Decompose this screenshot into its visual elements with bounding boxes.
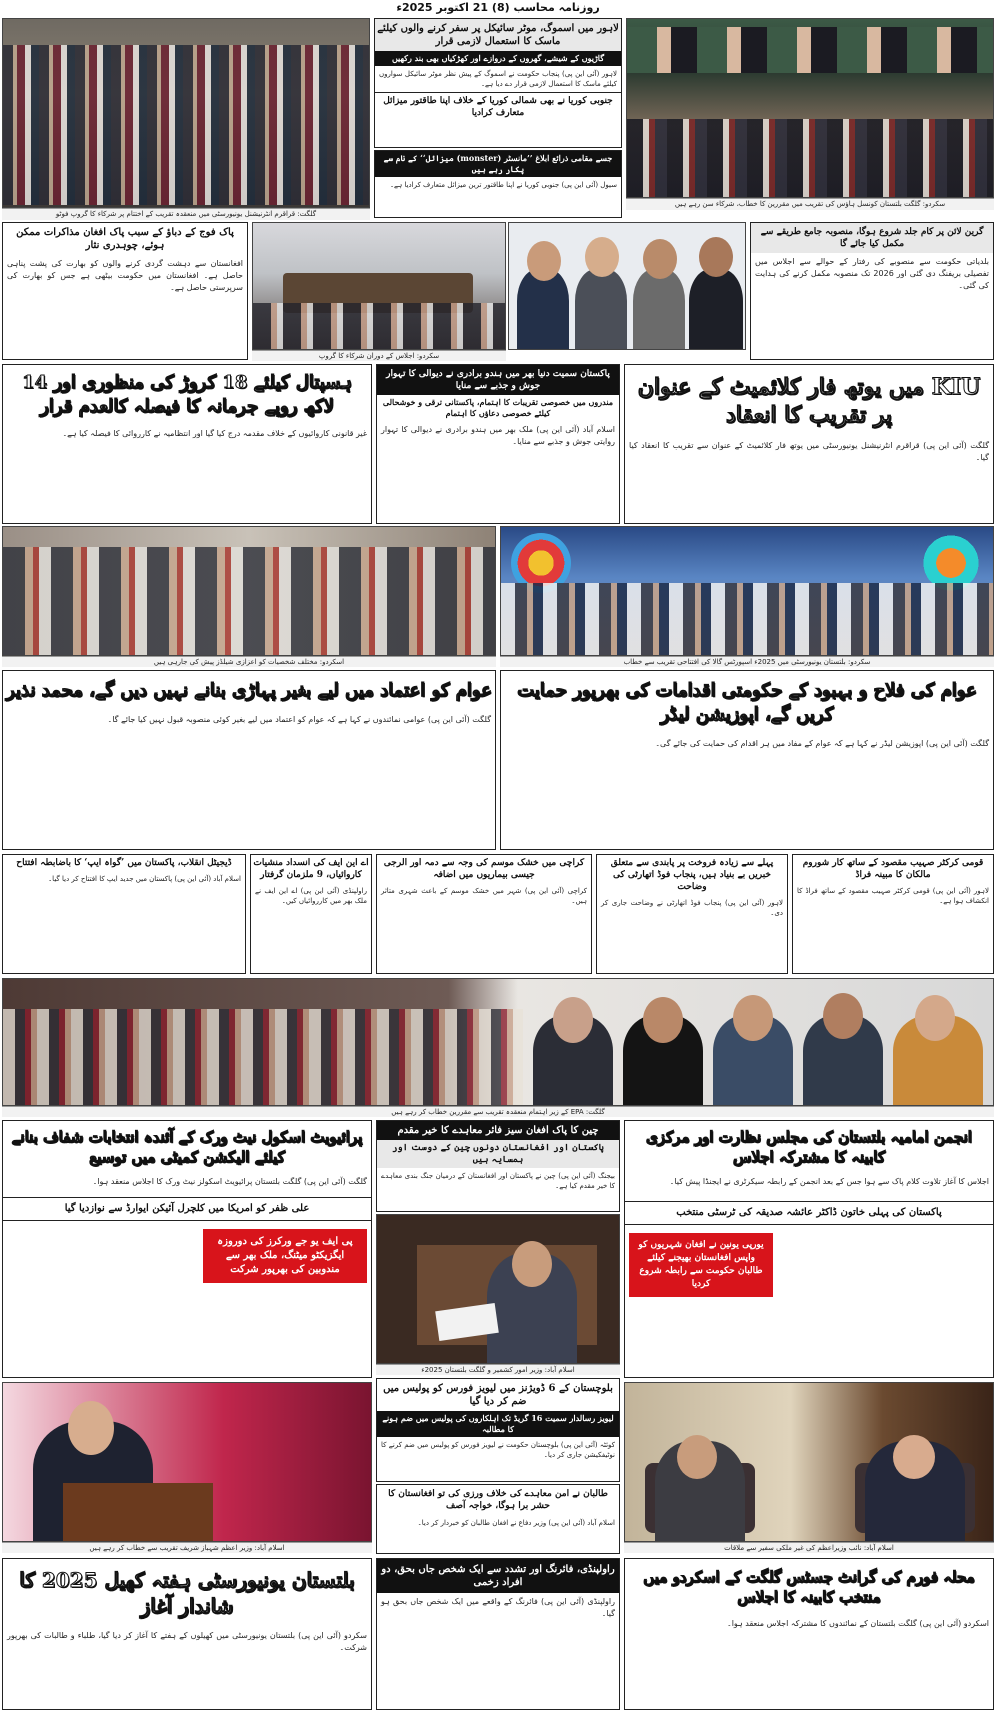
- rawalpindi-headline: راولپنڈی، فائرنگ اور تشدد سے ایک شخص جاں بحق، دو افراد زخمی: [377, 1559, 619, 1593]
- mid-story: [376, 854, 592, 974]
- china-subheadline: پاکستان اور افغانستان دونوں چین کے دوست اور ہمسایہ ہیں: [377, 1140, 619, 1168]
- smog-subheadline: گاڑیوں کے شیشے، گھروں کے دروازے اور کھڑکیاں بھی بند رکھیں: [375, 51, 621, 66]
- schools-headline: پرائیویٹ اسکول نیٹ ورک کے آئندہ انتخابات شفاف بنانے کیلئے الیکشن کمیٹی میں توسیع: [11, 1128, 363, 1166]
- afghan-talks-story: [2, 222, 248, 360]
- nadeem-body: گلگت (آئی این پی) عوامی نمائندوں نے کہا ہے کہ عوام کو اعتماد میں لیے بغیر کوئی منصوبہ قبول نہیں کیا جائے گا۔: [107, 715, 491, 724]
- hospital-body: غیر قانونی کاروائیوں کے خلاف مقدمہ درج کیا گیا اور انتظامیہ نے کارروائی کا فیصلہ کیا ہے۔: [62, 429, 367, 438]
- sports-week-headline: بلتستان یونیورسٹی ہفتہ کھیل 2025 کا شاندار آغاز: [19, 1568, 355, 1618]
- rawalpindi-story: [376, 1558, 620, 1710]
- schools-story: [2, 1120, 372, 1378]
- opposition-headline: عوام کی فلاح و بہبود کے حکومتی اقدامات کی بھرپور حمایت کریں گے، اپوزیشن لیڈر: [517, 680, 977, 725]
- mid-story-body: اسلام آباد (آئی این پی) پاکستان میں جدید ایپ کا افتتاح کر دیا گیا۔: [48, 875, 241, 883]
- photo-caption: اسکردو: مختلف شخصیات کو اعزازی شیلڈز پیش کی جارہی ہیں: [2, 656, 496, 667]
- kiu-story: [624, 364, 994, 524]
- monster-body: سیول (آئی این پی) جنوبی کوریا نے اپنا طاقتور ترین میزائل متعارف کرادیا ہے۔: [389, 181, 617, 189]
- monster-story: [374, 150, 622, 218]
- sports-gala-photo: [500, 526, 994, 656]
- mid-stories-row: [2, 854, 994, 974]
- smog-body: لاہور (آئی این پی) پنجاب حکومت نے اسموگ کے پیش نظر موٹر سائیکل سواروں کیلئے ماسک کا استعمال لازمی قرار دے دیا ہے۔: [379, 70, 617, 88]
- award-ceremony-photo: [2, 526, 496, 656]
- smog-headline: لاہور میں اسموگ، موٹر سائیکل پر سفر کرنے والوں کیلئے ماسک کا استعمال لازمی قرار: [375, 19, 621, 51]
- nadeem-story: [2, 670, 496, 850]
- photo-caption: اسلام آباد: وزیر امور کشمیر و گلگت بلتستان 2025ء: [376, 1364, 620, 1375]
- kiu-headline: KIU میں یوتھ فار کلائمیٹ کے عنوان پر تقریب کا انعقاد: [637, 374, 981, 428]
- china-body: بیجنگ (آئی این پی) چین نے پاکستان اور افغانستان کے درمیان جنگ بندی معاہدے کا خیر مقدم کیا ہے۔: [381, 1172, 615, 1190]
- taliban-story: [376, 1484, 620, 1554]
- mid-story: [792, 854, 994, 974]
- mid-story-body: لاہور (آئی این پی) پنجاب فوڈ اتھارٹی نے وضاحت جاری کر دی۔: [601, 899, 783, 917]
- taliban-body: اسلام آباد (آئی این پی) وزیر دفاع نے افغان طالبان کو خبردار کر دیا۔: [417, 1519, 615, 1527]
- council-story: [624, 1558, 994, 1710]
- trustee-headline: پاکستان کی پہلی خاتون ڈاکٹر عائشہ صدیقہ کی ٹرسٹی منتخب: [625, 1201, 993, 1225]
- mid-story-body: لاہور (آئی این پی) قومی کرکٹر صہیب مقصود کے ساتھ فراڈ کا انکشاف ہوا ہے۔: [797, 887, 989, 905]
- pm-speech-photo: [2, 1382, 372, 1542]
- balochistan-headline: بلوچستان کے 6 ڈویژنز میں لیویز فورس کو پولیس میں ضم کر دیا گیا: [383, 1383, 613, 1407]
- speaker-photo: [376, 1214, 620, 1364]
- schools-body: گلگت (آئی این پی) گلگت بلتستان پرائیویٹ اسکولز نیٹ ورک کا اجلاس منعقد ہوا۔: [92, 1177, 367, 1186]
- masthead: روزنامہ محاسب (8) 21 اکتوبر 2025ء: [396, 1, 600, 14]
- china-headline: چین کا پاک افغان سیز فائر معاہدے کا خیر مقدم: [377, 1121, 619, 1140]
- sports-week-body: سکردو (آئی این پی) بلتستان یونیورسٹی میں کھیلوں کے ہفتے کا آغاز کر دیا گیا، طلباء و طالبات کی بھرپور شرکت۔: [7, 1631, 367, 1652]
- photo-caption: گلگت: قراقرم انٹرنیشنل یونیورسٹی میں منعقدہ تقریب کے اختتام پر شرکاء کا گروپ فوٹو: [2, 208, 370, 220]
- photo-caption: گلگت: EPA کے زیر اہتمام منعقدہ تقریب سے مقررین خطاب کر رہے ہیں: [2, 1106, 994, 1117]
- cabinet-headline: انجمن امامیہ بلتستان کی مجلس نظارت اور مرکزی کابینہ کا مشترکہ اجلاس: [646, 1128, 972, 1166]
- cabinet-body: اجلاس کا آغاز تلاوت کلام پاک سے ہوا جس کے بعد انجمن کے رابطہ سیکرٹری نے ایجنڈا پیش کیا۔: [669, 1177, 989, 1186]
- meeting-photo: [252, 222, 506, 350]
- kiu-body: گلگت (آئی این پی) قراقرم انٹرنیشنل یونیورسٹی میں یوتھ فار کلائمیٹ کے عنوان سے تقریب کا انعقاد کیا گیا۔: [629, 441, 989, 462]
- monster-headline: جنوبی کوریا نے بھی شمالی کوریا کے خلاف اپنا طاقتور میزائل متعارف کرادیا: [375, 92, 621, 121]
- smog-story: [374, 18, 622, 148]
- mid-story: [2, 854, 246, 974]
- china-story: [376, 1120, 620, 1212]
- monster-subheadline: جسے مقامی ذرائع ابلاغ ’’مانسٹر (monster) میزائل‘‘ کے نام سے پکار رہے ہیں: [375, 151, 621, 177]
- council-headline: محلہ فورم کی گرانٹ جسٹس گلگت کے اسکردو میں منتخب کابینہ کا اجلاس: [643, 1568, 975, 1606]
- award-headline: علی ظفر کو امریکا میں کلچرل آئیکن ایوارڈ سے نوازدیا گیا: [3, 1197, 371, 1221]
- mid-story-headline: اے این ایف کی انسداد منشیات کاروائیاں، 9 ملزمان گرفتار: [253, 858, 369, 880]
- hospital-story: [2, 364, 372, 524]
- ambassador-meeting-photo: [624, 1382, 994, 1542]
- photo-caption: سکردو: اجلاس کے دوران شرکاء کا گروپ: [252, 350, 506, 361]
- opposition-body: گلگت (آئی این پی) اپوزیشن لیڈر نے کہا ہے کہ عوام کے مفاد میں ہر اقدام کی حمایت کی جائے گی۔: [655, 739, 989, 748]
- afghan-talks-body: افغانستان سے دہشت گردی کرنے والوں کو بھارت کی پشت پناہی حاصل ہے۔ افغانستان میں حکومت بیٹھی ہے جس کو بھارت کی سرپرستی حاصل ہے۔: [7, 259, 243, 292]
- nadeem-headline: عوام کو اعتماد میں لیے بغیر پہاڑی بنانے نہیں دیں گے، محمد نذیر: [6, 680, 492, 701]
- mid-story-headline: قومی کرکٹر صہیب مقصود کے ساتھ کار شوروم مالکان کا مبینہ فراڈ: [802, 858, 984, 880]
- opposition-story: [500, 670, 994, 850]
- cabinet-story: [624, 1120, 994, 1378]
- epa-event-photo: [2, 978, 994, 1106]
- taliban-headline: طالبان نے امن معاہدے کی خلاف ورزی کی تو افغانستان کا حشر برا ہوگا، خواجہ آصف: [388, 1489, 608, 1511]
- diwali-subheadline: مندروں میں خصوصی تقریبات کا اہتمام، پاکستانی ترقی و خوشحالی کیلئے خصوصی دعاؤں کا اہتمام: [382, 397, 614, 418]
- photo-caption: سکردو: بلتستان یونیورسٹی میں 2025ء اسپورٹس گالا کی افتتاحی تقریب سے خطاب: [500, 656, 994, 667]
- mid-story-headline: کراچی میں خشک موسم کی وجہ سے دمہ اور الرجی جیسی بیماریوں میں اضافہ: [383, 858, 585, 880]
- greenline-body: بلدیاتی حکومت سے منصوبے کی رفتار کے حوالے سے اجلاس میں تفصیلی بریفنگ دی گئی اور 2026 تک منصوبہ مکمل کرنے کی ہدایت کی گئی۔: [755, 257, 989, 290]
- diwali-story: [376, 364, 620, 524]
- diwali-headline: پاکستان سمیت دنیا بھر میں ہندو برادری نے دیوالی کا تہوار جوش و جذبے سے منایا: [377, 365, 619, 395]
- mid-story-body: کراچی (آئی این پی) شہر میں خشک موسم کے باعث شہری متاثر ہیں۔: [381, 887, 587, 905]
- mid-story-body: راولپنڈی (آئی این پی) اے این ایف نے ملک بھر میں کارروائیاں کیں۔: [255, 887, 367, 905]
- greenline-headline: گرین لائن پر کام جلد شروع ہوگا، منصوبہ جامع طریقے سے مکمل کیا جائے گا: [751, 223, 993, 253]
- balochistan-story: [376, 1378, 620, 1482]
- pfuj-box: پی ایف یو جے ورکرز کی دوروزہ ایگزیکٹو میٹنگ، ملک بھر سے مندوبین کی بھرپور شرکت: [203, 1229, 367, 1283]
- balochistan-subheadline: لیویز رسالدار سمیت 16 گریڈ تک اہلکاروں کی پولیس میں ضم ہونے کا مطالبہ: [377, 1411, 619, 1437]
- sports-week-story: [2, 1558, 372, 1710]
- hall-photo-top-right: [626, 18, 994, 198]
- balochistan-body: کوئٹہ (آئی این پی) بلوچستان حکومت نے لیویز فورس کو پولیس میں ضم کرنے کا نوٹیفکیشن جاری کر دیا۔: [381, 1441, 615, 1459]
- eu-afghan-box: یورپی یونین نے افغان شہریوں کو واپس افغانستان بھیجنے کیلئے طالبان حکومت سے رابطہ شروع کردیا: [629, 1233, 773, 1297]
- group-photo-top-left: [2, 18, 370, 208]
- greenline-story: [750, 222, 994, 360]
- mid-story-headline: پہلے سے زیادہ فروخت پر پابندی سے متعلق خبریں بے بنیاد ہیں، پنجاب فوڈ اتھارٹی کی وضاحت: [610, 858, 774, 892]
- portraits-photo: [508, 222, 746, 350]
- diwali-body: اسلام آباد (آئی این پی) ملک بھر میں ہندو برادری نے دیوالی کا تہوار روایتی جوش و جذبے سے منایا۔: [381, 425, 615, 446]
- mid-story: [596, 854, 788, 974]
- mid-story: [250, 854, 372, 974]
- rawalpindi-body: راولپنڈی (آئی این پی) فائرنگ کے واقعے میں ایک شخص جاں بحق ہو گیا۔: [381, 1597, 615, 1618]
- hospital-headline: ہسپتال کیلئے 18 کروڑ کی منظوری اور 14 لاکھ روپے جرمانہ کا فیصلہ کالعدم قرار: [22, 372, 352, 417]
- council-body: اسکردو (آئی این پی) گلگت بلتستان کے نمائندوں کا مشترکہ اجلاس منعقد ہوا۔: [727, 1619, 989, 1628]
- photo-caption: سکردو: گلگت بلتستان کونسل ہاؤس کی تقریب میں مقررین کا خطاب، شرکاء سن رہے ہیں: [626, 198, 994, 210]
- mid-story-headline: ڈیجیٹل انقلاب، پاکستان میں ’گواہ ایپ‘ کا باضابطہ افتتاح: [16, 858, 232, 868]
- photo-caption: اسلام آباد: نائب وزیراعظم کی غیر ملکی سفیر سے ملاقات: [624, 1542, 994, 1553]
- photo-caption: اسلام آباد: وزیر اعظم شہباز شریف تقریب سے خطاب کر رہے ہیں: [2, 1542, 372, 1553]
- afghan-talks-headline: پاک فوج کے دباؤ کے سبب پاک افغان مذاکرات ممکن ہوئے، چوہدری نثار: [16, 227, 234, 251]
